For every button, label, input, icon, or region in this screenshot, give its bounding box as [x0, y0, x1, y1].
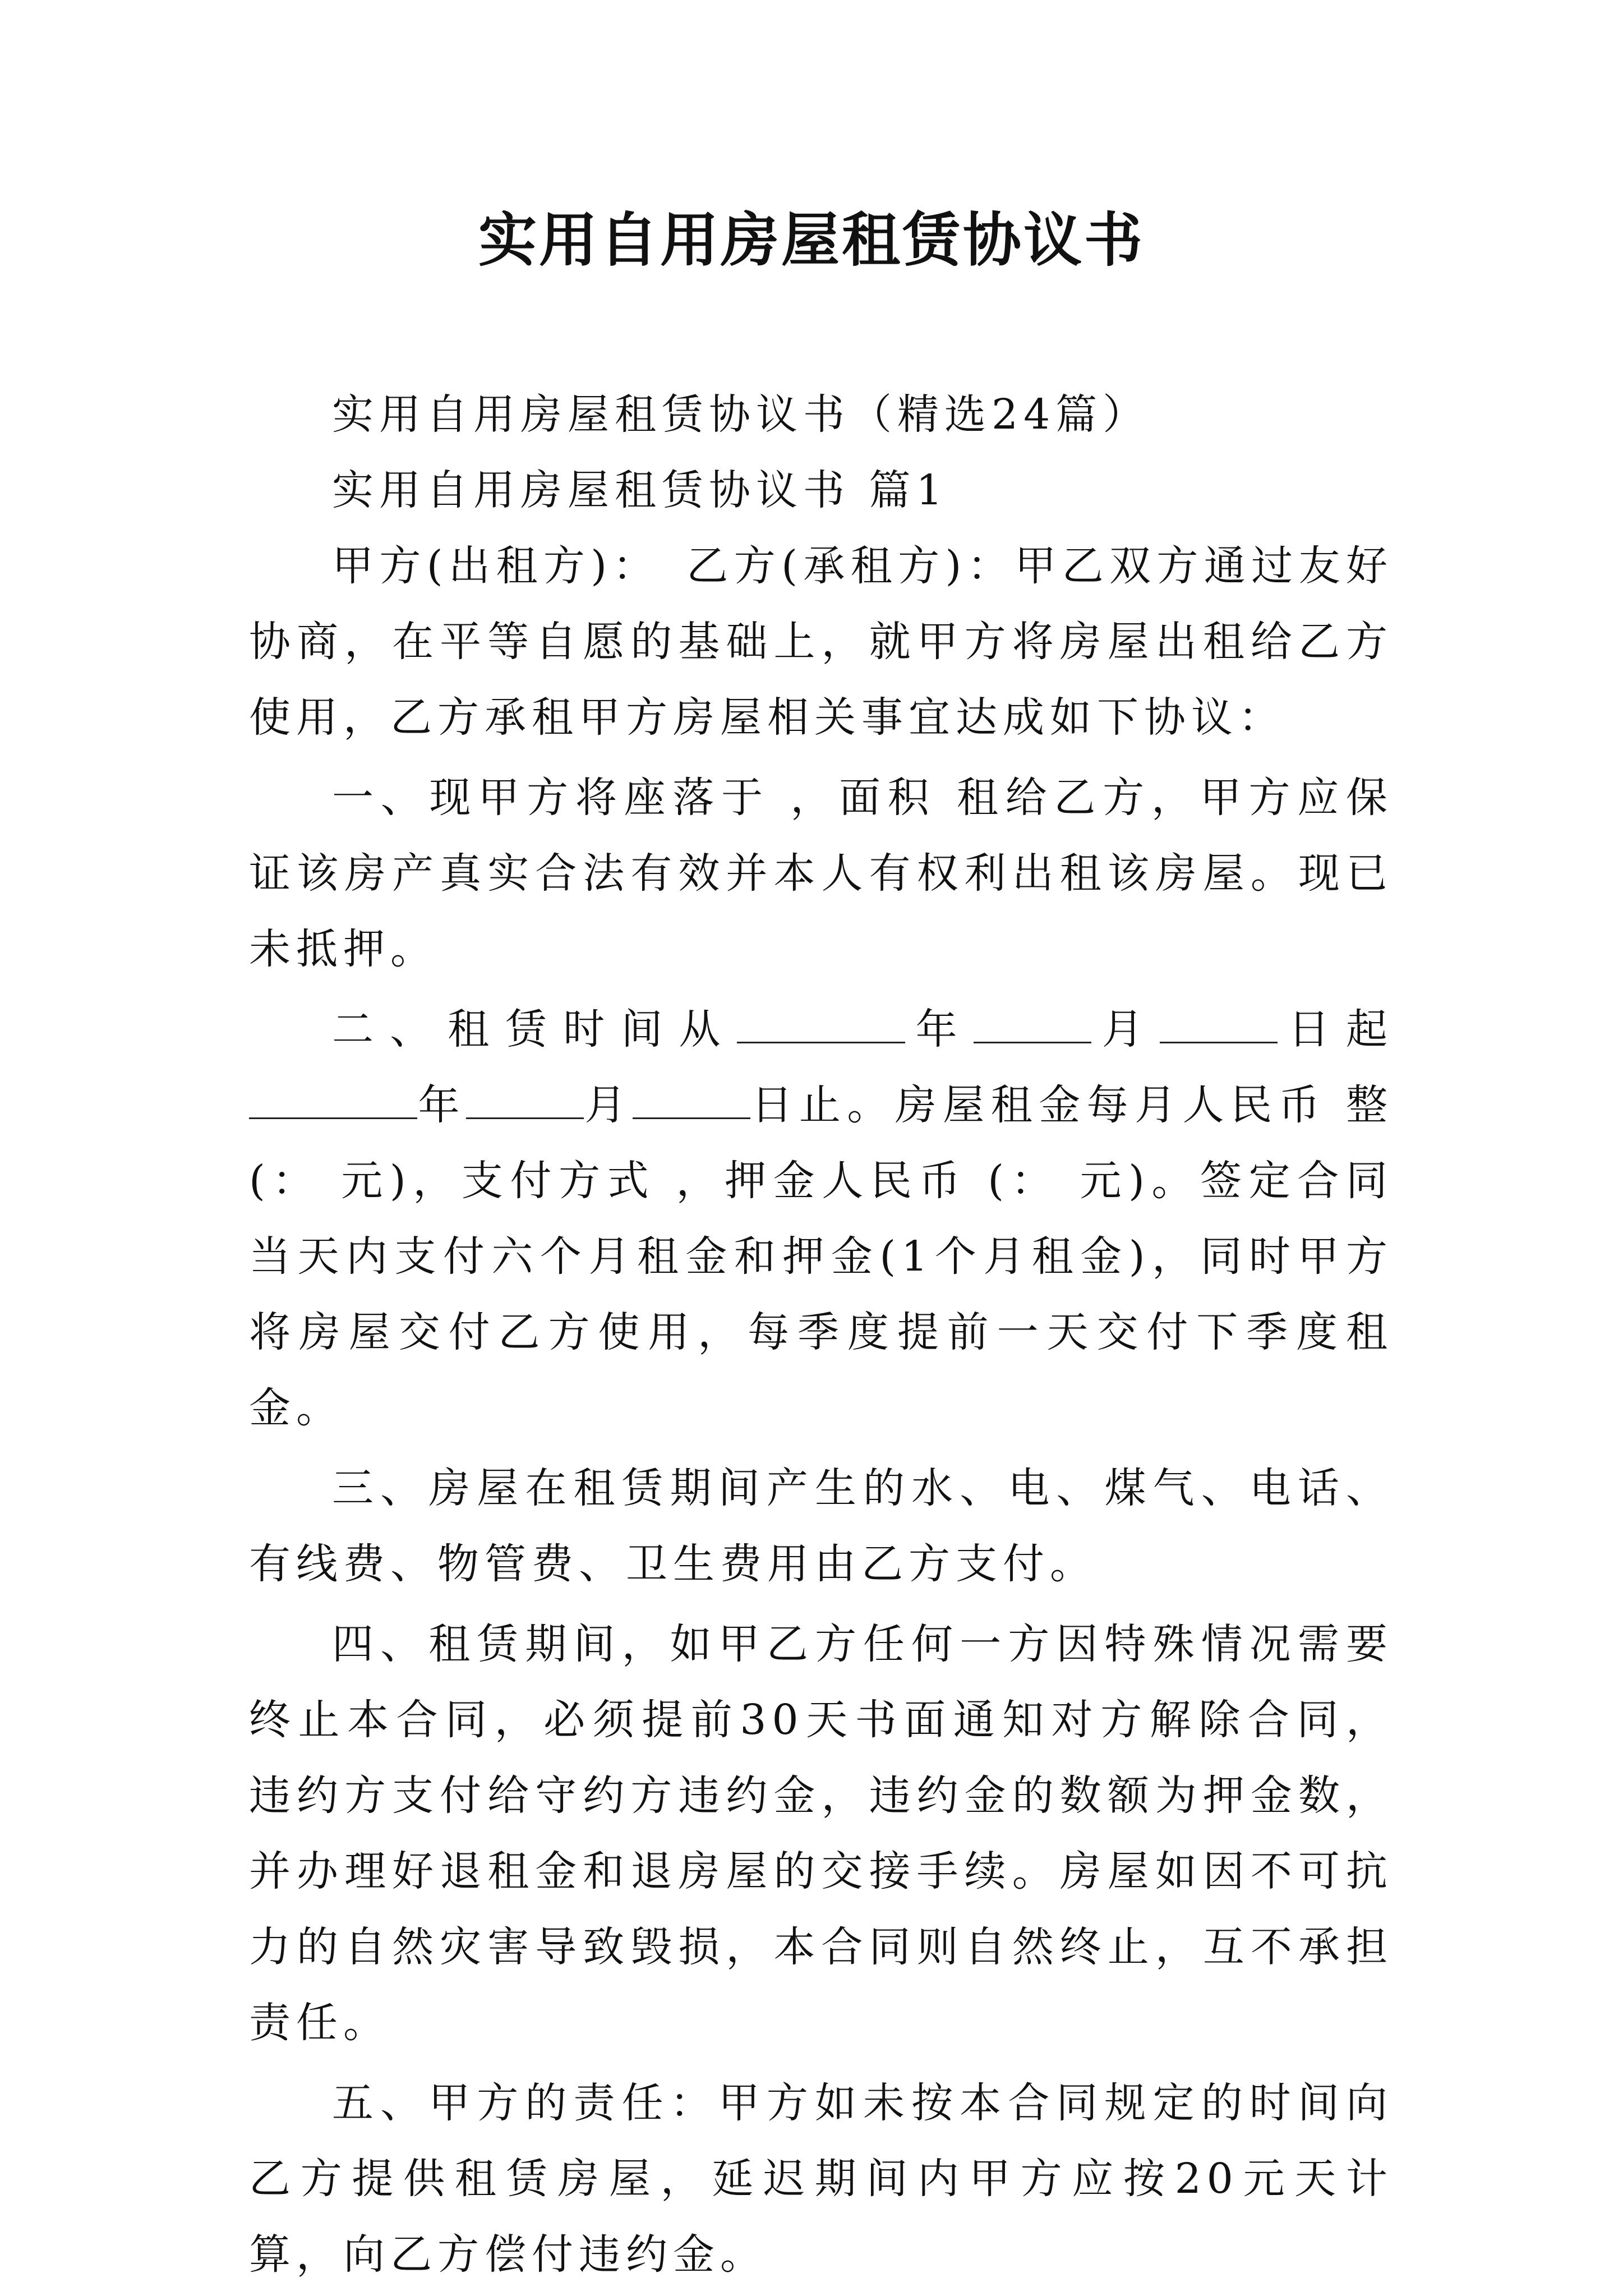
clause-2-text-7: 日止。房屋租金每月人民币 整(： 元)，支付方式 ，押金人民币 (： 元)。签定合同当天内支付六个月租金和押金(1个月租金)，同时甲方将房屋交付乙方使用，每季度提前一天交付下季度租金。 [249, 1081, 1394, 1432]
clause-2-text-1: 二、租赁时间从 [332, 1005, 737, 1053]
paragraph-clause-2 [249, 992, 1393, 1446]
paragraph-clause-3: 三、房屋在租赁期间产生的水、电、煤气、电话、有线费、物管费、卫生费用由乙方支付。 [249, 1464, 1393, 1588]
clause-2-text-4: 日起 [1277, 1005, 1394, 1053]
clause-2-text-2: 年 [905, 1005, 974, 1053]
clause-2-text-6: 月 [583, 1081, 633, 1129]
paragraph-parties: 甲方(出租方)： 乙方(承租方)：甲乙双方通过友好协商，在平等自愿的基础上，就甲方将房屋出租给乙方使用，乙方承租甲方房屋相关事宜达成如下协议： [249, 542, 1393, 742]
start-day-blank [1160, 1008, 1278, 1043]
paragraph-clause-4: 四、租赁期间，如甲乙方任何一方因特殊情况需要终止本合同，必须提前30天书面通知对方解除合同，违约方支付给守约方违约金，违约金的数额为押金数，并办理好退租金和退房屋的交接手续。房屋如因不可抗力的自然灾害导致毁损，本合同则自然终止，互不承担责任。 [249, 1620, 1393, 2047]
document-title: 实用自用房屋租赁协议书 [478, 205, 1145, 274]
paragraph-clause-1: 一、现甲方将座落于 ，面积 租给乙方，甲方应保证该房产真实合法有效并本人有权利出租该房屋。现已未抵押。 [249, 774, 1393, 973]
end-month-blank [466, 1084, 584, 1119]
paragraph-clause-5: 五、甲方的责任：甲方如未按本合同规定的时间向乙方提供租赁房屋，延迟期间内甲方应按20元天计算，向乙方偿付违约金。 [249, 2079, 1393, 2279]
document-body [249, 377, 1393, 2293]
start-year-blank [737, 1008, 905, 1043]
end-year-blank [249, 1084, 417, 1119]
start-month-blank [974, 1008, 1091, 1043]
clause-2-text-5: 年 [417, 1081, 466, 1129]
clause-2-text-3: 月 [1091, 1005, 1160, 1053]
paragraph-section-heading: 实用自用房屋租赁协议书 篇1 [332, 466, 948, 514]
end-day-blank [633, 1084, 750, 1119]
paragraph-subtitle: 实用自用房屋租赁协议书（精选24篇） [332, 390, 1150, 439]
